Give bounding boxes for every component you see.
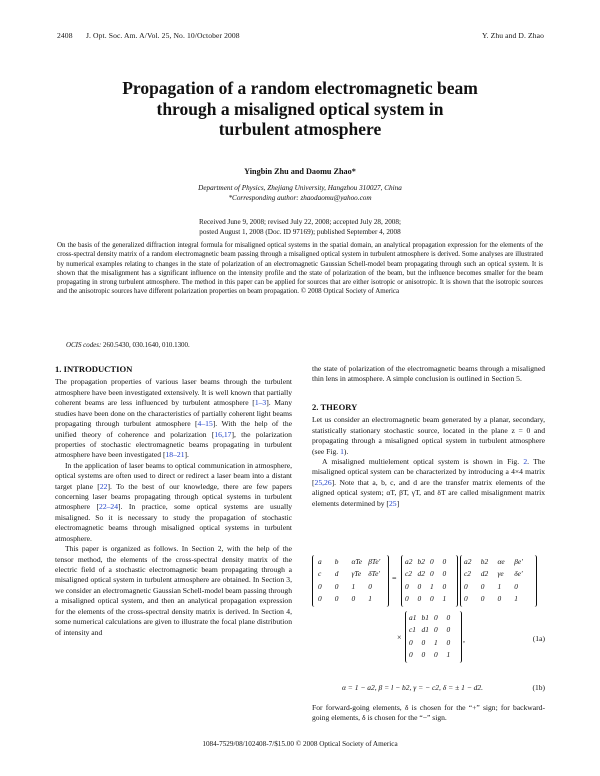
matrix-cell: 0 [430,557,434,566]
published-dates: posted August 1, 2008 (Doc. ID 97169); published September 4, 2008 [199,228,401,236]
matrix-cell: 0 [446,637,451,647]
section-heading-theory: 2. THEORY [312,401,358,412]
matrix-cell: 0 [464,594,468,604]
matrix-cell: b [334,557,339,566]
matrix-cell: 0 [430,569,434,579]
abstract: On the basis of the generalized diffraction integral formula for misaligned optical systems in the spatial domain, an analytical propagation expression for the elements of the cross-spectral density matrix of a random electromagnetic beam passing through a misaligned optical system in turbulent atmosphere is derived. Some analyses are illustrated by numerical examples relating to changes in the state of polarization of an electromagnetic Gaussian Schell-model beam propagating through such an optical system. It is shown that the misalignment has a significant influence on the intensity profile and the state of polarization of the beam, but the influence becomes smaller for the beam propagating in strong turbulent atmosphere. The method in this paper can be applied for sources that are either isotropic or anisotropic. It is shown that the isotropic sources and the anisotropic sources have different polarization properties on beam propagation. © 2008 Optical Society of America [57,241,543,296]
matrix-cell: b2 [417,557,425,566]
matrix-big-right-paren [384,555,389,607]
matrix-cell: 0 [421,650,426,660]
matrix-cell: 0 [497,594,502,604]
reference-link[interactable]: 22–24 [99,502,118,512]
matrix-cell: γe [497,569,504,579]
matrix-cell: b1 [421,613,429,622]
matrix-cell: a2 [405,557,413,566]
left-column [55,364,292,638]
matrix-cell: d2 [417,569,425,579]
lens-1-matrix [409,613,459,663]
matrix-cell: 0 [334,594,339,604]
matrix-cell: βTe′ [368,557,381,566]
matrix-cell: 0 [480,581,485,591]
times-sign: × [397,633,402,642]
journal-citation: J. Opt. Soc. Am. A/Vol. 25, No. 10/October 2008 [86,31,240,40]
text-run: For forward-going elements, δ is chosen for the “+” sign; for backward-going elements, δ is chosen for the “−” sign. [312,703,545,723]
conclusion-outline-paragraph [312,364,545,385]
matrix-cell: c1 [409,625,416,635]
matrix-cell: 1 [434,637,438,647]
matrix-cell: 1 [368,594,372,604]
matrix-cell: 0 [334,581,339,591]
matrix-cell: 0 [417,581,422,591]
reference-link[interactable]: 4–15 [197,419,213,429]
matrix-m3-right-paren [457,611,462,663]
section-heading-introduction: 1. INTRODUCTION [55,364,133,374]
page-number: 2408 [57,31,73,40]
title-line: through a misaligned optical system in [156,98,444,119]
theory-paragraph-1 [312,415,545,457]
matrix-cell: 0 [446,625,451,635]
intro-paragraph-1 [55,377,292,460]
matrix-comma: , [463,635,465,644]
matrix-cell: 0 [442,581,447,591]
matrix-cell: 0 [417,594,422,604]
matrix-cell: αTe [351,557,363,566]
text-run: ]. In practice, some optical systems are usually misaligned. So it is necessary to study the propagation of stochastic electromagnetic beams through misaligned optical systems in turbulent atmosphere. [55,502,292,543]
affiliation: Department of Physics, Zhejiang University, Hangzhou 310027, China [198,184,402,192]
matrix-cell: c [318,569,322,579]
misalignment-matrix [318,557,385,607]
matrix-cell: d [334,569,339,579]
intro-paragraph-3 [55,544,292,638]
matrix-cell: 1 [442,594,447,604]
text-run: This paper is organized as follows. In Section 2, with the help of the tensor method, the elements of the cross-spectral density matrix of the electric field of a stochastic electromagnetic beam propagating through a misaligned optical system in turbulent atmosphere are obtained. In Section 3, we consider an electromagnetic Gaussian Schell-model beam passing through a misaligned optical system, and then an analytical propagation expression for the elements of the cross-spectral density matrix is derived. In Section 4, some numerical calculations are given to illustrate the focal plane distribution of intensity and [55,544,292,637]
equation-number-1b: (1b) [532,683,545,692]
matrix-cell: αe [497,557,505,566]
matrix-cell: βe′ [514,557,523,566]
matrix-cell: 0 [464,581,468,591]
matrix-cell: d1 [421,625,429,635]
ocis-values: 260.5430, 030.1640, 010.1300. [103,341,190,349]
equals-sign: = [392,574,397,583]
paper-title [60,78,540,140]
ocis-label: OCIS codes: [66,341,102,349]
equation-number-1a: (1a) [532,634,545,643]
text-run: ]. To the best of our knowledge, there are few papers concerning laser beams propagating through optical systems in turbulent atmosphere [ [55,481,292,512]
intro-paragraph-2 [55,461,292,544]
matrix-cell: 0 [409,650,413,660]
matrix-cell: 0 [480,594,485,604]
matrix-cell: 0 [318,594,322,604]
reference-link[interactable]: 1–3 [254,398,267,408]
theory-paragraph-2 [312,457,545,509]
matrix-cell: a [318,557,322,566]
matrix-cell: 0 [405,581,409,591]
matrix-cell: 1 [497,581,502,591]
author-list: Yingbin Zhu and Daomu Zhao* [244,167,356,176]
matrix-cell: 0 [434,613,438,622]
text-run: In the application of laser beams to optical communication in atmosphere, optical systems are often used to direct or redirect a laser beam into a distant target plane [ [55,460,292,491]
matrix-cell: δe′ [514,569,523,579]
title-line: turbulent atmosphere [218,119,382,139]
matrix-cell: 1 [514,594,518,604]
matrix-cell: 0 [434,650,438,660]
matrix-m1-right-paren [453,555,458,607]
title-line: Propagation of a random electromagnetic beam [122,78,478,98]
text-run: ]. [184,450,189,460]
delta-sign-paragraph [312,703,545,724]
right-column [312,364,545,509]
text-run: ]. Note that a, b, c, and d are the transfer matrix elements of the aligned optical system; αT, βT, γT, and δT are called misalignment matrix elements determined by [ [312,477,545,508]
matrix-cell: a2 [464,557,472,566]
matrix-cell: 0 [442,569,447,579]
matrix-cell: γTe [351,569,362,579]
matrix-cell: 0 [409,637,413,647]
reference-link[interactable]: 16,17 [214,429,232,439]
ocis-codes [66,341,190,349]
reference-link[interactable]: 25,26 [314,477,332,487]
matrix-cell: 0 [421,637,426,647]
matrix-cell: d2 [480,569,489,579]
matrix-cell: 1 [430,581,434,591]
text-run: ] [396,498,400,508]
text-run: the state of polarization of the electromagnetic beams through a misaligned thin lens in atmosphere. A simple conclusion is outlined in Section 5. [312,364,545,384]
matrix-cell: c2 [405,569,412,579]
matrix-m2-right-paren [532,555,537,607]
lens-2-matrix [405,557,455,607]
received-dates: Received June 9, 2008; revised July 22, 2008; accepted July 28, 2008; [198,218,401,226]
matrix-cell: 0 [351,594,356,604]
text-run: A misaligned multielement optical system is shown in Fig. [322,456,524,466]
text-run: ]. Many studies have been done on the characteristics of partially coherent light beams propagating through turbulent atmosphere [ [55,398,292,429]
matrix-cell: 0 [442,557,447,566]
matrix-cell: a1 [409,613,417,622]
corresponding-author: *Corresponding author: zhaodaomu@yahoo.com [228,194,372,202]
reference-link[interactable]: 25 [388,498,397,508]
matrix-cell: 1 [351,581,356,591]
reference-link[interactable]: 22 [99,481,108,491]
matrix-cell: 0 [318,581,322,591]
reference-link[interactable]: 18–21 [165,450,185,460]
reference-link[interactable]: 1 [340,446,344,456]
matrix-cell: 0 [446,613,451,622]
text-run: ). [343,446,349,456]
delta-sign-text [312,703,545,724]
text-run: The propagation properties of various laser beams through the turbulent atmosphere have been investigated extensively. It is well known that partially coherent beams are less influenced by turbulent atmosphere [ [55,377,292,408]
matrix-big-left-paren [312,555,317,607]
text-run: ]. With the help of the unified theory of coherence and polarization [ [55,419,292,439]
text-run: . The misaligned optical system can be characterized by introducing a 4×4 matrix [ [312,456,545,487]
text-run: Let us consider an electromagnetic beam generated by a planar, secondary, statistically stationary stochastic source, located in the plane z = 0 and propagating through a misaligned optical system in turbulent atmosphere (see Fig. [312,415,545,456]
running-authors: Y. Zhu and D. Zhao [482,31,544,40]
equation-1b-text: α = 1 − a2, β = l − b2, γ = − c2, δ = ± 1 − d2. [342,683,484,692]
matrix-cell: 0 [514,581,518,591]
matrix-cell: 0 [405,594,409,604]
matrix-cell: 0 [430,594,434,604]
matrix-cell: c2 [464,569,471,579]
matrix-cell: 0 [434,625,438,635]
copyright-footer: 1084-7529/08/102408-7/$15.00 © 2008 Optical Society of America [202,740,398,748]
matrix-cell: 0 [368,581,372,591]
matrix-cell: 1 [446,650,451,660]
matrix-cell: δTe′ [368,569,381,579]
equation-1a [312,555,545,663]
misaligned-element-matrix [464,557,531,607]
reference-link[interactable]: 2 [523,456,528,466]
matrix-cell: b2 [480,557,489,566]
text-run: ], the polarization properties of stochastic electromagnetic beams propagating in turbulent atmosphere have been investigated [ [55,429,292,460]
